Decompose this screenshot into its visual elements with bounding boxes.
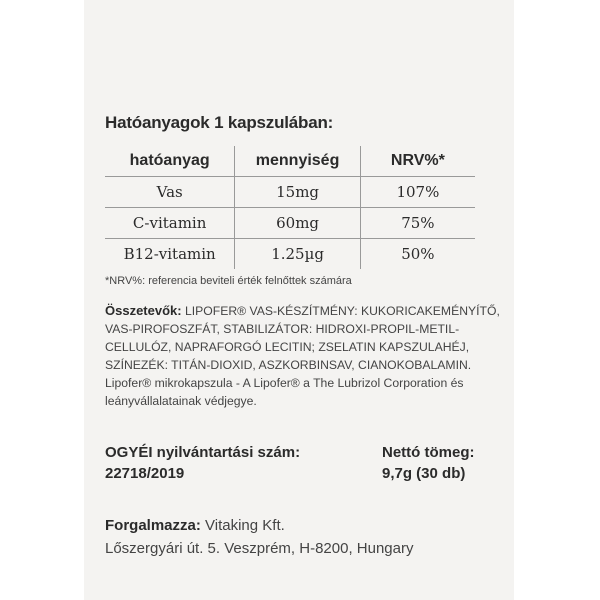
distributor-address: Lőszergyári út. 5. Veszprém, H-8200, Hungary bbox=[105, 540, 414, 557]
cell-amount: 60mg bbox=[235, 208, 360, 239]
cell-ingredient: Vas bbox=[105, 177, 235, 208]
column-header-amount: mennyiség bbox=[235, 146, 360, 177]
table-row bbox=[105, 177, 475, 208]
label-panel bbox=[84, 0, 514, 600]
table-row bbox=[105, 208, 475, 239]
ingredients-label: Összetevők: bbox=[105, 303, 182, 318]
table-header-row bbox=[105, 146, 475, 177]
net-weight-value: 9,7g (30 db) bbox=[382, 465, 466, 482]
column-header-nrv: NRV%* bbox=[360, 146, 475, 177]
cell-nrv: 75% bbox=[360, 208, 475, 239]
cell-amount: 1.25µg bbox=[235, 239, 360, 270]
registration-block bbox=[105, 442, 300, 484]
net-weight-label: Nettó tömeg: bbox=[382, 444, 475, 461]
cell-nrv: 107% bbox=[360, 177, 475, 208]
registration-label: OGYÉI nyilvántartási szám: bbox=[105, 444, 301, 461]
distributor-name: Vitaking Kft. bbox=[200, 517, 285, 534]
distributor-block bbox=[105, 514, 413, 560]
registration-number: 22718/2019 bbox=[105, 465, 185, 482]
nrv-footnote: *NRV%: referencia beviteli érték felnőttek számára bbox=[105, 275, 352, 287]
cell-amount: 15mg bbox=[235, 177, 360, 208]
cell-nrv: 50% bbox=[360, 239, 475, 270]
active-ingredients-heading: Hatóanyagok 1 kapszulában: bbox=[105, 113, 334, 132]
distributor-label: Forgalmazza: bbox=[105, 517, 201, 534]
ingredients-text: LIPOFER® VAS-KÉSZÍTMÉNY: KUKORICAKEMÉNYÍTŐ, VAS-PIROFOSZFÁT, STABILIZÁTOR: HIDROXI-PROPIL-METIL-CELLULÓZ, NAPRAFORGÓ LECITIN; ZSELATIN KAPSZULAHÉJ, SZÍNEZÉK: TITÁN-DIOXID, ASZKORBINSAV, CIANOKOBALAMIN. bbox=[105, 304, 500, 372]
table-row bbox=[105, 239, 475, 270]
trademark-note: Lipofer® mikrokapszula - A Lipofer® a The Lubrizol Corporation és leányvállalatainak védjegye. bbox=[105, 376, 464, 408]
nutrient-table bbox=[105, 146, 475, 269]
cell-ingredient: C-vitamin bbox=[105, 208, 235, 239]
net-weight-block bbox=[382, 442, 475, 484]
cell-ingredient: B12-vitamin bbox=[123, 245, 216, 263]
column-header-ingredient: hatóanyag bbox=[105, 146, 235, 177]
ingredients-block bbox=[105, 302, 500, 410]
